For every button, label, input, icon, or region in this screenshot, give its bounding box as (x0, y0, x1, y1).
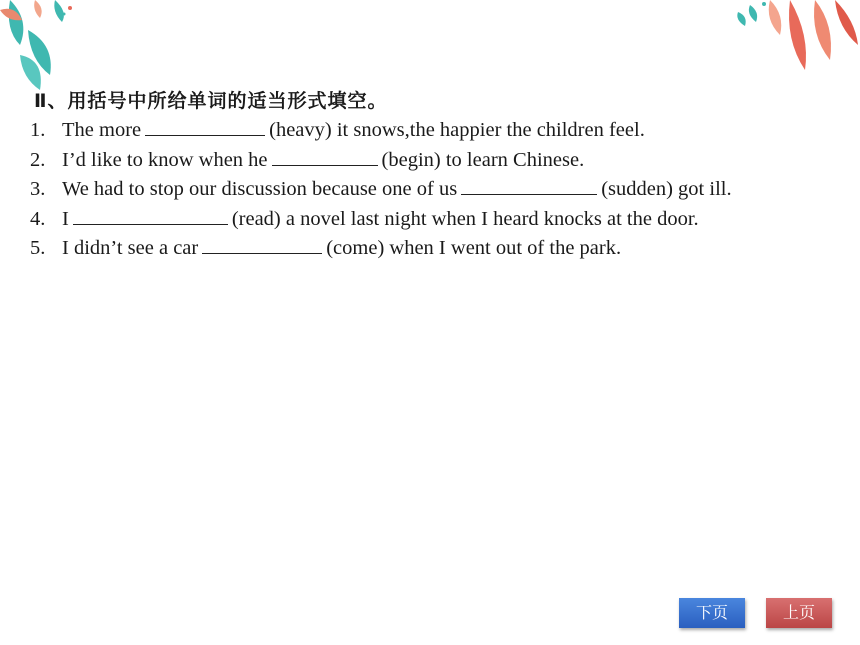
question-5 (30, 234, 840, 264)
leaf-decoration-left-icon (0, 0, 90, 100)
question-text-before: I didn’t see a car (62, 237, 199, 259)
question-text-after: got ill. (678, 178, 732, 200)
answer-blank-5[interactable] (202, 235, 322, 254)
answer-blank-1[interactable] (145, 117, 265, 136)
answer-blank-2[interactable] (272, 147, 378, 166)
question-text-after: it snows,the happier the children feel. (336, 119, 645, 141)
word-hint: (sudden) (601, 178, 673, 200)
exercise-section (30, 86, 840, 264)
exercise-heading: Ⅱ、用括号中所给单词的适当形式填空。 (34, 90, 388, 112)
question-number: 2. (30, 148, 46, 171)
question-text-after: when I went out of the park. (389, 237, 622, 259)
previous-page-button[interactable]: 上页 (766, 598, 832, 628)
word-hint: (come) (326, 237, 385, 259)
answer-blank-4[interactable] (73, 206, 228, 225)
word-hint: (begin) (381, 148, 441, 171)
question-3 (30, 175, 840, 205)
question-number: 3. (30, 178, 46, 200)
leaf-decoration-right-icon (730, 0, 860, 75)
question-text-before: I’d like to know when he (62, 148, 268, 171)
question-4 (30, 205, 840, 235)
question-text-before: I (62, 207, 69, 230)
question-number: 1. (30, 119, 46, 141)
question-1 (30, 116, 840, 146)
word-hint: (read) (231, 207, 281, 230)
word-hint: (heavy) (269, 119, 332, 141)
question-text-before: The more (62, 119, 142, 141)
question-number: 5. (30, 237, 46, 259)
question-text-after: to learn Chinese. (445, 148, 585, 171)
question-number: 4. (30, 207, 46, 230)
answer-blank-3[interactable] (461, 176, 597, 195)
question-text-before: We had to stop our discussion because one of us (62, 178, 458, 200)
next-page-button[interactable]: 下页 (679, 598, 745, 628)
question-2 (30, 146, 840, 176)
question-text-after: a novel last night when I heard knocks at the door. (285, 207, 699, 230)
